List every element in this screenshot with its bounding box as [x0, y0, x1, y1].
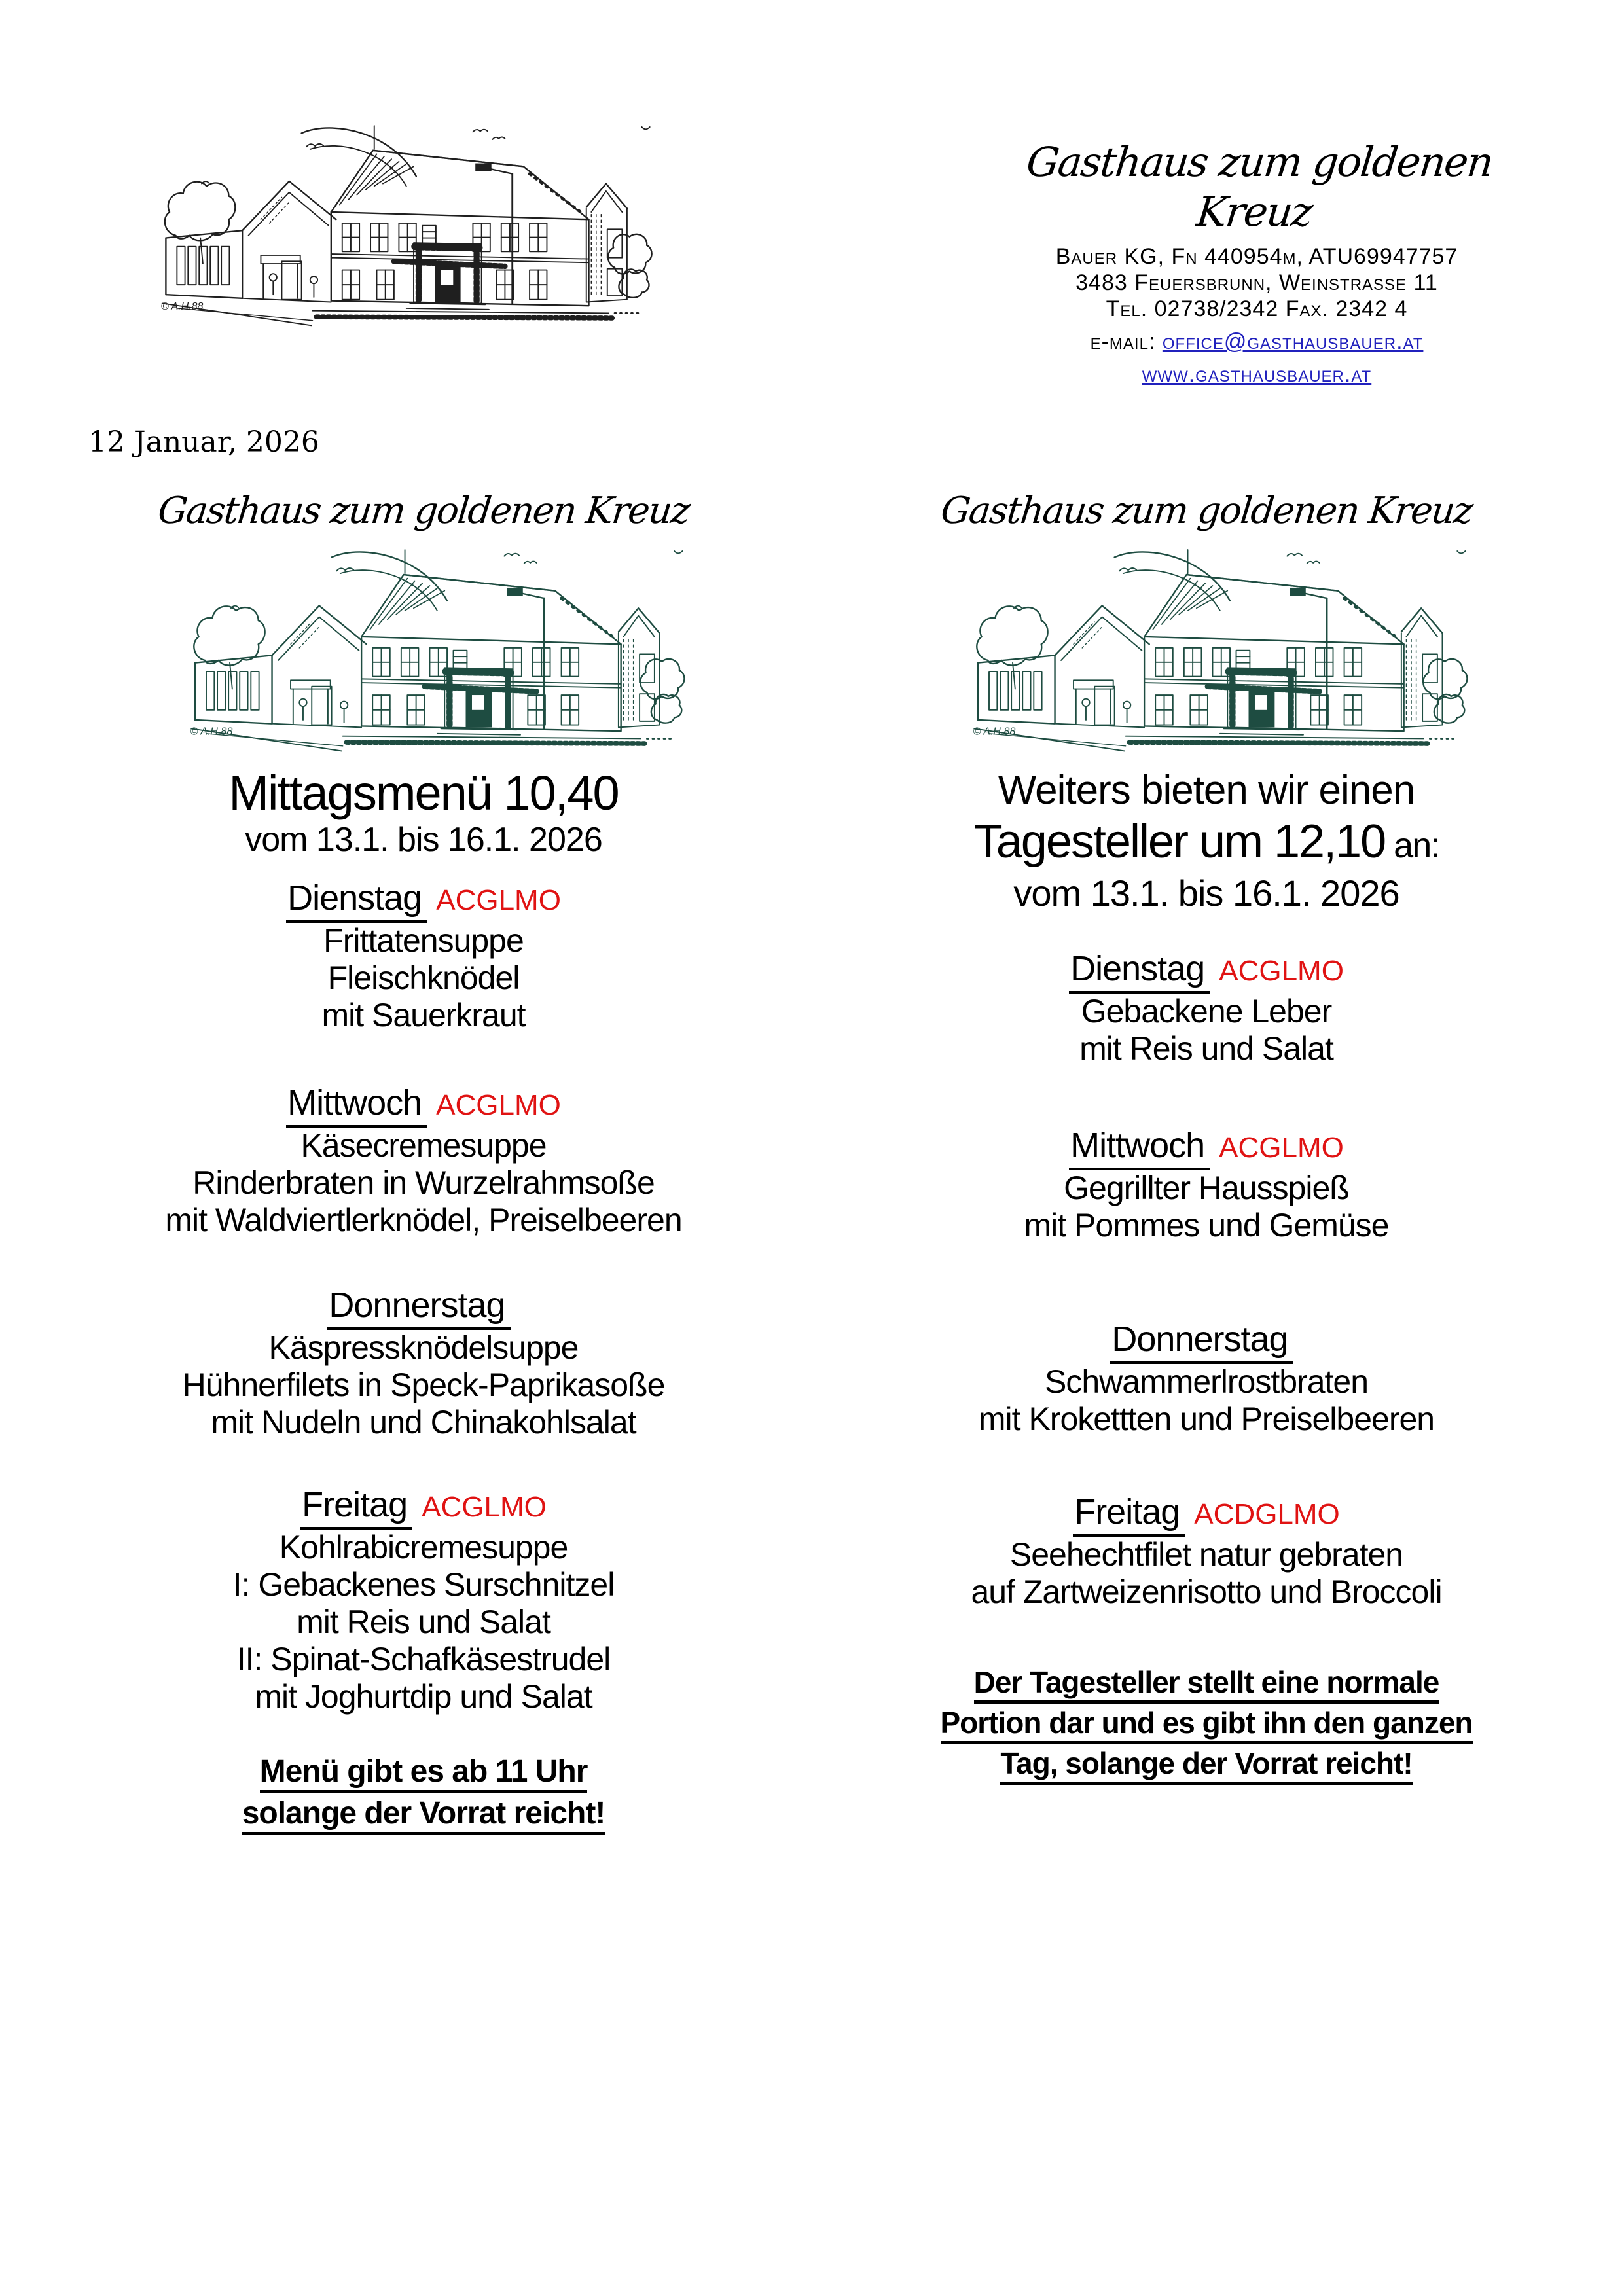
dish-line: mit Sauerkraut — [321, 997, 526, 1033]
website-link[interactable]: www.gasthausbauer.at — [1142, 362, 1372, 387]
day-name: Dienstag — [1069, 949, 1210, 994]
left-building-drawing — [135, 539, 712, 756]
lunch-menu-footer — [73, 1751, 774, 1835]
letterhead-phone-line: Tel. 02738/2342 Fax. 2342 4 — [1106, 296, 1408, 321]
day-heading — [73, 1081, 774, 1127]
daily-plate-title — [856, 815, 1557, 872]
daily-day-dienstag — [856, 947, 1557, 1067]
day-name: Mittwoch — [1069, 1126, 1210, 1170]
drawing-signature: © A.H.88 — [973, 725, 1016, 738]
footer-text: Menü gibt es ab 11 Uhr — [260, 1754, 588, 1793]
email-link[interactable]: office@gasthausbauer.at — [1162, 329, 1424, 354]
allergen-code: ACGLMO — [422, 1491, 547, 1523]
letterhead-script-title: Gasthaus zum goldenen Kreuz — [1024, 138, 1495, 236]
drawing-signature: © A.H.88 — [160, 300, 204, 312]
day-name: Freitag — [1073, 1492, 1185, 1537]
lunch-menu-title: Mittagsmenü 10,40 — [228, 766, 619, 820]
dish-line: Käspressknödelsuppe — [268, 1329, 579, 1366]
letterhead — [982, 137, 1532, 387]
daily-plate-column — [856, 488, 1557, 1784]
daily-plate-intro: Weiters bieten wir einen — [998, 768, 1415, 813]
day-name: Dienstag — [286, 878, 427, 923]
day-name: Donnerstag — [327, 1285, 510, 1330]
letterhead-address-line: 3483 Feuersbrunn, Weinstrasse 11 — [1075, 270, 1438, 295]
dish-line: II: Spinat-Schafkäsestrudel — [236, 1641, 611, 1677]
dish-line: mit Reis und Salat — [297, 1604, 550, 1640]
dish-line: Gegrillter Hausspieß — [1064, 1170, 1349, 1206]
daily-day-donnerstag — [856, 1318, 1557, 1438]
footer-line — [856, 1743, 1557, 1784]
lunch-day-mittwoch — [73, 1081, 774, 1239]
footer-text: Portion dar und es gibt ihn den ganzen — [941, 1706, 1473, 1744]
dish-line: Kohlrabicremesuppe — [279, 1529, 568, 1566]
footer-line — [73, 1751, 774, 1793]
left-script-title: Gasthaus zum goldenen Kreuz — [156, 490, 691, 532]
daily-plate-footer — [856, 1662, 1557, 1784]
allergen-code: ACGLMO — [1219, 955, 1344, 987]
daily-day-mittwoch — [856, 1124, 1557, 1244]
dish-line: Schwammerlrostbraten — [1044, 1363, 1369, 1400]
footer-text: Tag, solange der Vorrat reicht! — [1000, 1746, 1412, 1785]
day-heading — [856, 1490, 1557, 1536]
dish-line: mit Krokettten und Preiselbeeren — [978, 1401, 1435, 1437]
dish-line: mit Joghurtdip und Salat — [255, 1678, 592, 1715]
drawing-signature: © A.H.88 — [190, 725, 233, 738]
dish-line: mit Reis und Salat — [1079, 1030, 1333, 1067]
right-building-drawing — [918, 539, 1494, 756]
dish-line: Fleischknödel — [327, 960, 520, 996]
lunch-menu-daterange: vom 13.1. bis 16.1. 2026 — [245, 821, 602, 859]
dish-line: Hühnerfilets in Speck-Paprikasoße — [182, 1367, 665, 1403]
footer-line — [73, 1793, 774, 1835]
house-drawing-svg — [918, 539, 1494, 756]
day-name: Mittwoch — [286, 1083, 427, 1128]
footer-text: Der Tagesteller stellt eine normale — [974, 1665, 1439, 1704]
allergen-code: ACGLMO — [436, 1089, 561, 1121]
daily-plate-title-suffix: an: — [1385, 826, 1439, 865]
day-heading — [73, 876, 774, 922]
dish-line: mit Pommes und Gemüse — [1024, 1207, 1389, 1244]
document-date: 12 Januar, 2026 — [88, 425, 319, 459]
email-label: e-mail: — [1090, 329, 1163, 354]
house-drawing-svg — [128, 105, 658, 340]
lunch-day-freitag — [73, 1483, 774, 1715]
daily-plate-title-main: Tagesteller um 12,10 — [973, 816, 1386, 868]
dish-line: I: Gebackenes Surschnitzel — [232, 1566, 615, 1603]
day-heading — [856, 1318, 1557, 1363]
daily-day-freitag — [856, 1490, 1557, 1611]
footer-line — [856, 1702, 1557, 1743]
dish-line: mit Waldviertlerknödel, Preiselbeeren — [165, 1202, 682, 1238]
dish-line: Käsecremesuppe — [300, 1127, 547, 1164]
day-name: Donnerstag — [1110, 1319, 1293, 1364]
day-heading — [73, 1483, 774, 1529]
allergen-code: ACDGLMO — [1194, 1498, 1340, 1530]
dish-line: Rinderbraten in Wurzelrahmsoße — [192, 1164, 655, 1201]
day-heading — [856, 947, 1557, 993]
house-drawing-svg — [135, 539, 712, 756]
lunch-day-donnerstag — [73, 1283, 774, 1441]
right-script-title: Gasthaus zum goldenen Kreuz — [939, 490, 1474, 532]
day-heading — [73, 1283, 774, 1329]
dish-line: Frittatensuppe — [323, 922, 524, 959]
footer-line — [856, 1662, 1557, 1702]
lunch-day-dienstag — [73, 876, 774, 1034]
letterhead-email-row — [982, 329, 1532, 355]
dish-line: auf Zartweizenrisotto und Broccoli — [971, 1573, 1442, 1610]
letterhead-website-row — [982, 361, 1532, 387]
allergen-code: ACGLMO — [436, 884, 561, 916]
letterhead-building-drawing — [128, 105, 658, 340]
dish-line: mit Nudeln und Chinakohlsalat — [211, 1404, 636, 1441]
letterhead-company-line: Bauer KG, Fn 440954m, ATU69947757 — [1055, 244, 1458, 269]
day-heading — [856, 1124, 1557, 1170]
lunch-menu-column — [73, 488, 774, 1835]
footer-text: solange der Vorrat reicht! — [242, 1796, 605, 1835]
day-name: Freitag — [300, 1485, 412, 1530]
dish-line: Gebackene Leber — [1081, 993, 1332, 1030]
allergen-code: ACGLMO — [1219, 1132, 1344, 1164]
dish-line: Seehechtfilet natur gebraten — [1009, 1536, 1403, 1573]
daily-plate-daterange: vom 13.1. bis 16.1. 2026 — [1013, 872, 1399, 914]
